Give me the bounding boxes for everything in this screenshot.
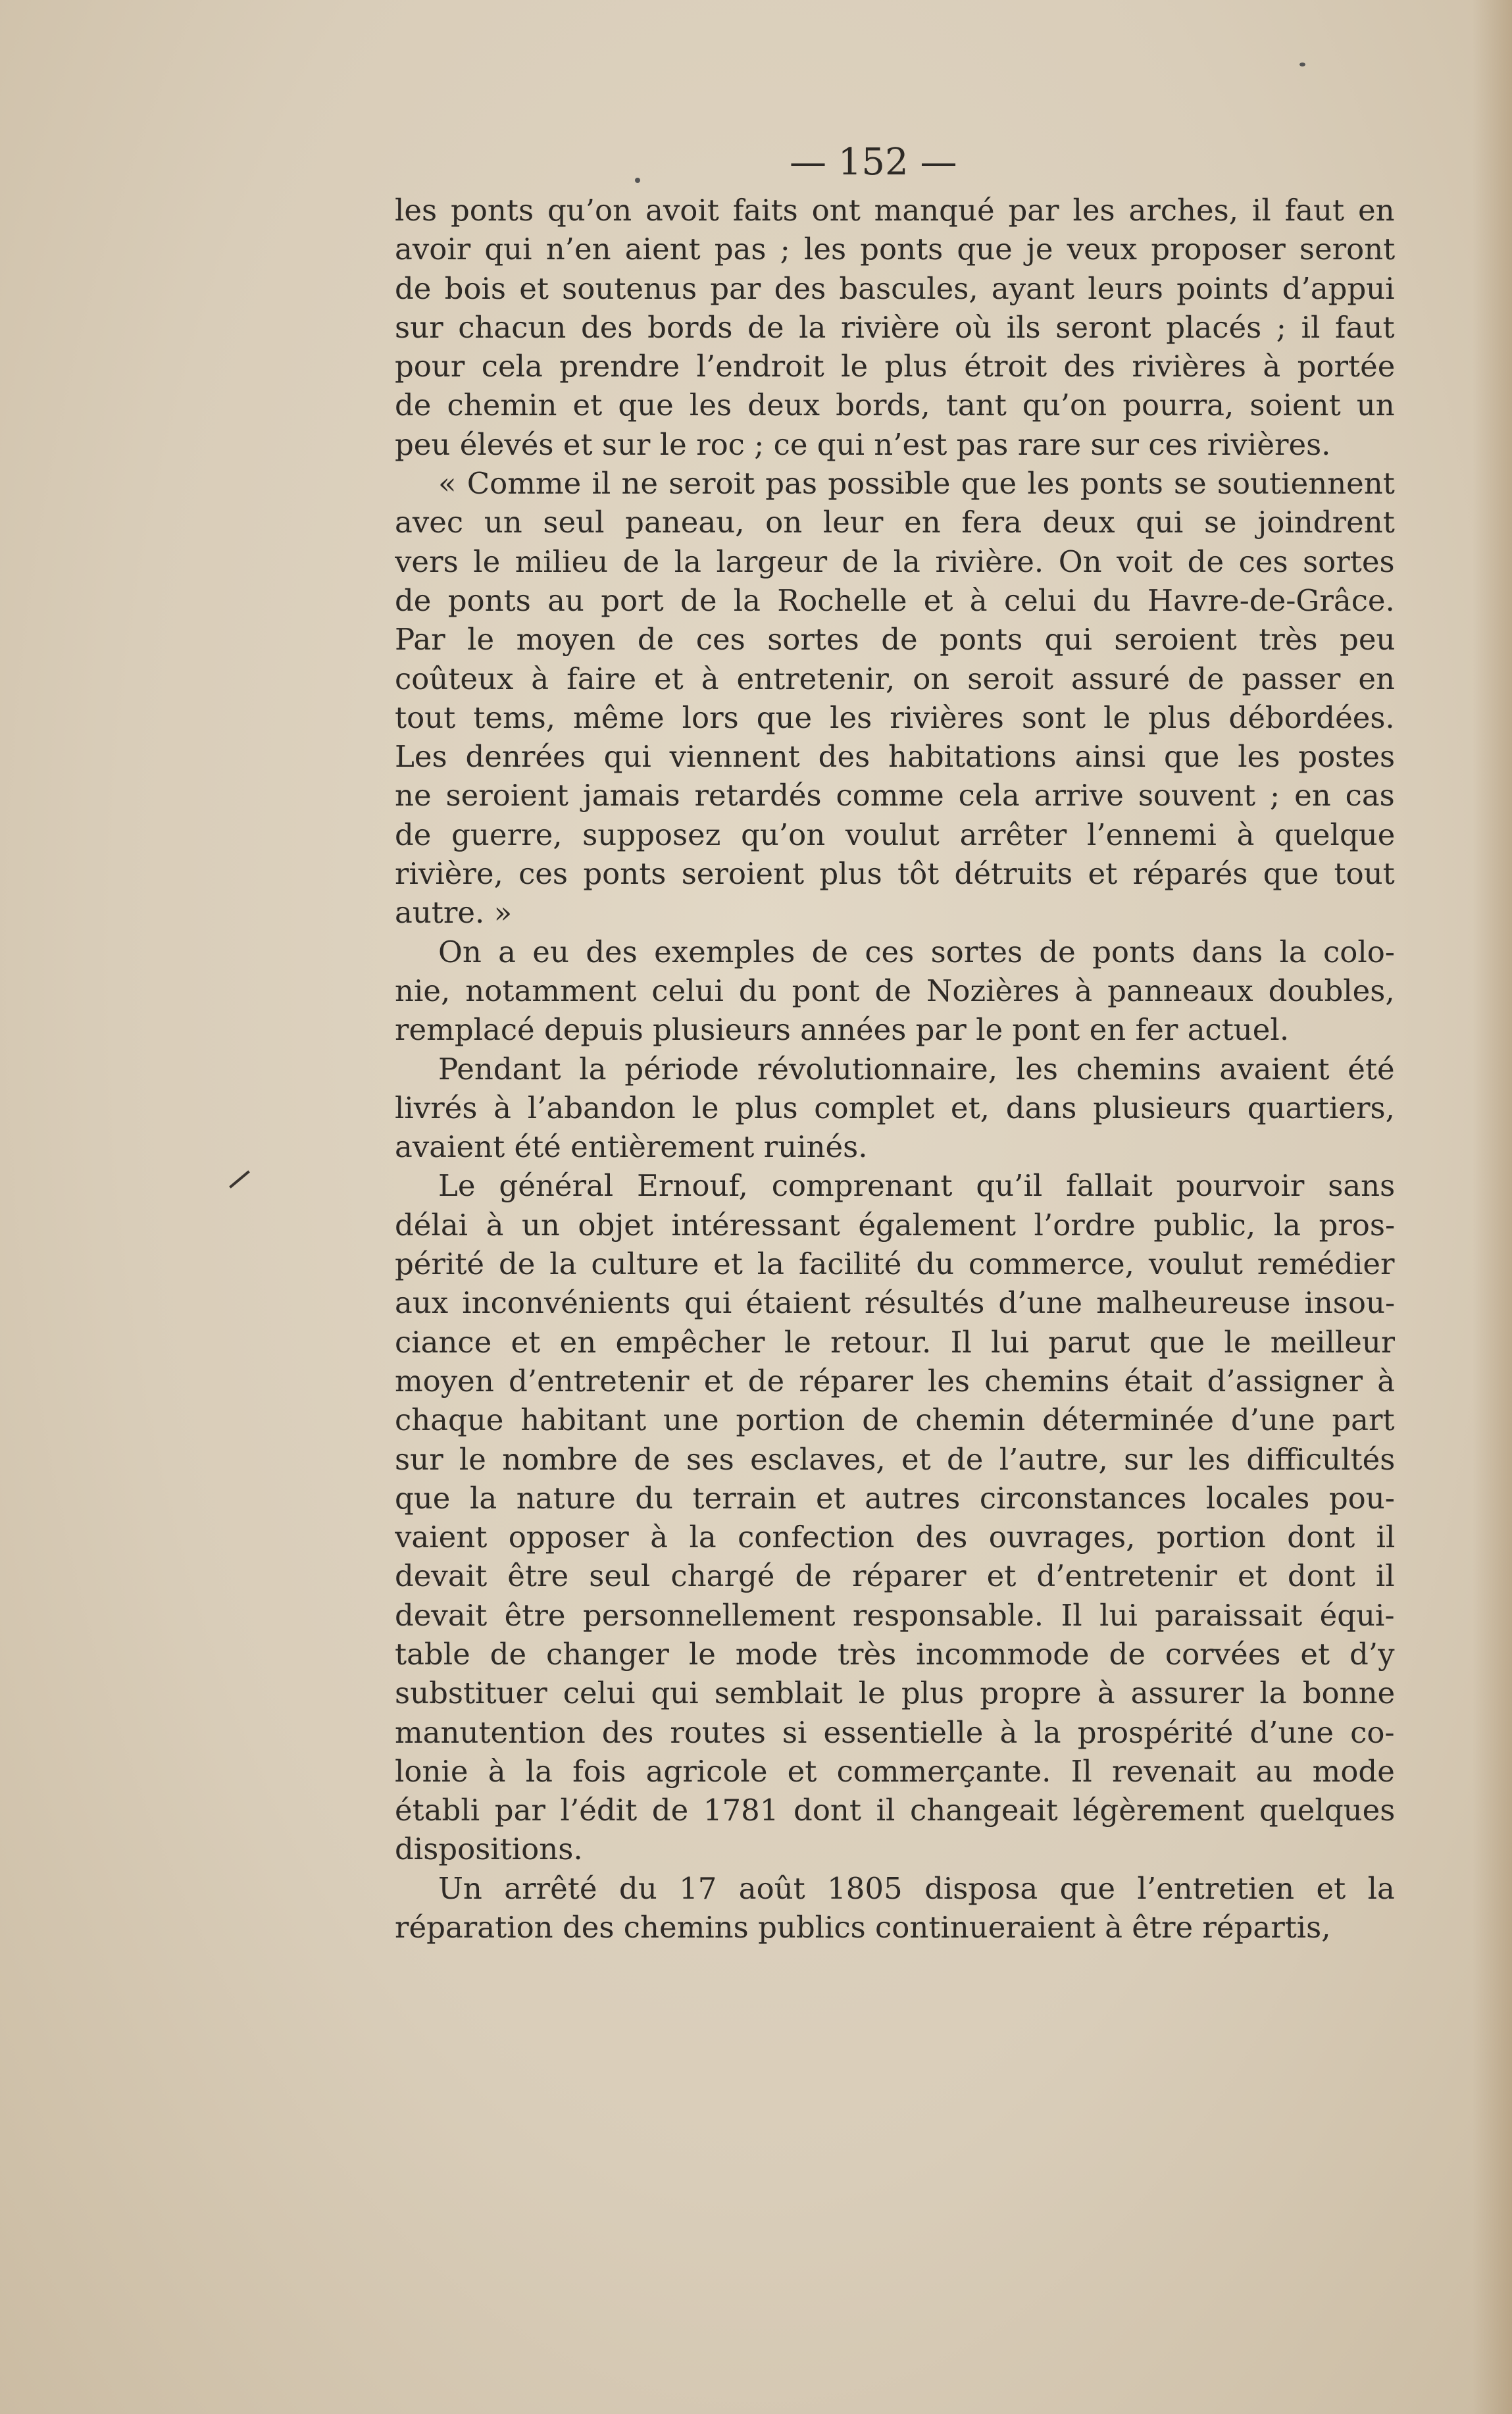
- text-line: réparation des chemins publics continueraient à être répartis,: [395, 1910, 1331, 1945]
- text-line: substituer celui qui semblait le plus propre à assurer la bonne: [395, 1676, 1395, 1711]
- text-line: table de changer le mode très incommode de corvées et d’y: [395, 1636, 1395, 1672]
- text-line: de chemin et que les deux bords, tant qu’on pourra, soient un: [395, 388, 1395, 423]
- text-line: sur chacun des bords de la rivière où ils seront placés ; il faut: [395, 309, 1395, 345]
- text-line: Un arrêté du 17 août 1805 disposa que l’entretien et la: [438, 1870, 1395, 1906]
- text-line: avaient été entièrement ruinés.: [395, 1129, 868, 1165]
- text-line: pour cela prendre l’endroit le plus étroit des rivières à portée: [395, 349, 1395, 384]
- text-line: vaient opposer à la confection des ouvrages, portion dont il: [395, 1520, 1395, 1555]
- text-line: sur le nombre de ses esclaves, et de l’autre, sur les difficultés: [395, 1441, 1395, 1477]
- text-line: rivière, ces ponts seroient plus tôt détruits et réparés que tout: [395, 856, 1395, 892]
- text-line: On a eu des exemples de ces sortes de ponts dans la colo-: [438, 934, 1395, 969]
- text-line: ne seroient jamais retardés comme cela arrive souvent ; en cas: [395, 778, 1395, 813]
- page-number: — 152 —: [790, 141, 957, 184]
- text-line: « Comme il ne seroit pas possible que les ponts se soutiennent: [438, 466, 1395, 501]
- page-edge-shadow: [1473, 0, 1512, 2414]
- text-line: délai à un objet intéressant également l’ordre public, la pros-: [395, 1207, 1395, 1243]
- text-line: vers le milieu de la largeur de la rivière. On voit de ces sortes: [395, 544, 1395, 579]
- text-line: manutention des routes si essentielle à la prospérité d’une co-: [395, 1714, 1395, 1750]
- text-line: Par le moyen de ces sortes de ponts qui seroient très peu: [395, 622, 1395, 657]
- text-line: Le général Ernouf, comprenant qu’il fallait pourvoir sans: [438, 1168, 1395, 1204]
- text-line: dispositions.: [395, 1832, 583, 1867]
- text-line: que la nature du terrain et autres circonstances locales pou-: [395, 1480, 1395, 1516]
- text-line: de guerre, supposez qu’on voulut arrêter l’ennemi à quelque: [395, 817, 1395, 852]
- text-line: établi par l’édit de 1781 dont il changeait légèrement quelques: [395, 1793, 1395, 1828]
- text-line: aux inconvénients qui étaient résultés d’une malheureuse insou-: [395, 1285, 1395, 1321]
- text-line: autre. »: [395, 895, 513, 931]
- text-line: Les denrées qui viennent des habitations ainsi que les postes: [395, 739, 1395, 775]
- text-line: devait être personnellement responsable. Il lui paraissait équi-: [395, 1597, 1395, 1633]
- margin-pencil-mark: [229, 1170, 250, 1188]
- text-line: peu élevés et sur le roc ; ce qui n’est pas rare sur ces rivières.: [395, 426, 1331, 462]
- text-line: moyen d’entretenir et de réparer les chemins était d’assigner à: [395, 1363, 1395, 1399]
- text-line: les ponts qu’on avoit faits ont manqué par les arches, il faut en: [395, 193, 1395, 228]
- text-line: livrés à l’abandon le plus complet et, dans plusieurs quartiers,: [395, 1090, 1395, 1125]
- text-line: nie, notamment celui du pont de Nozières à panneaux doubles,: [395, 973, 1395, 1008]
- text-line: chaque habitant une portion de chemin déterminée d’une part: [395, 1402, 1395, 1438]
- text-line: tout tems, même lors que les rivières sont le plus débordées.: [395, 700, 1395, 735]
- text-line: périté de la culture et la facilité du commerce, voulut remédier: [395, 1246, 1395, 1282]
- text-line: coûteux à faire et à entretenir, on seroit assuré de passer en: [395, 661, 1395, 696]
- ink-speck: [635, 178, 640, 183]
- text-line: devait être seul chargé de réparer et d’entretenir et dont il: [395, 1558, 1395, 1594]
- text-line: Pendant la période révolutionnaire, les chemins avaient été: [438, 1051, 1395, 1087]
- ink-speck: [1299, 63, 1305, 66]
- text-line: de bois et soutenus par des bascules, ayant leurs points d’appui: [395, 270, 1395, 306]
- body-text: [395, 191, 1395, 1947]
- text-line: de ponts au port de la Rochelle et à celui du Havre-de-Grâce.: [395, 582, 1395, 618]
- text-line: avec un seul paneau, on leur en fera deux qui se joindrent: [395, 505, 1395, 540]
- text-line: avoir qui n’en aient pas ; les ponts que je veux proposer seront: [395, 232, 1395, 267]
- text-line: lonie à la fois agricole et commerçante. Il revenait au mode: [395, 1753, 1395, 1789]
- text-line: ciance et en empêcher le retour. Il lui parut que le meilleur: [395, 1324, 1395, 1360]
- text-line: remplacé depuis plusieurs années par le pont en fer actuel.: [395, 1012, 1290, 1048]
